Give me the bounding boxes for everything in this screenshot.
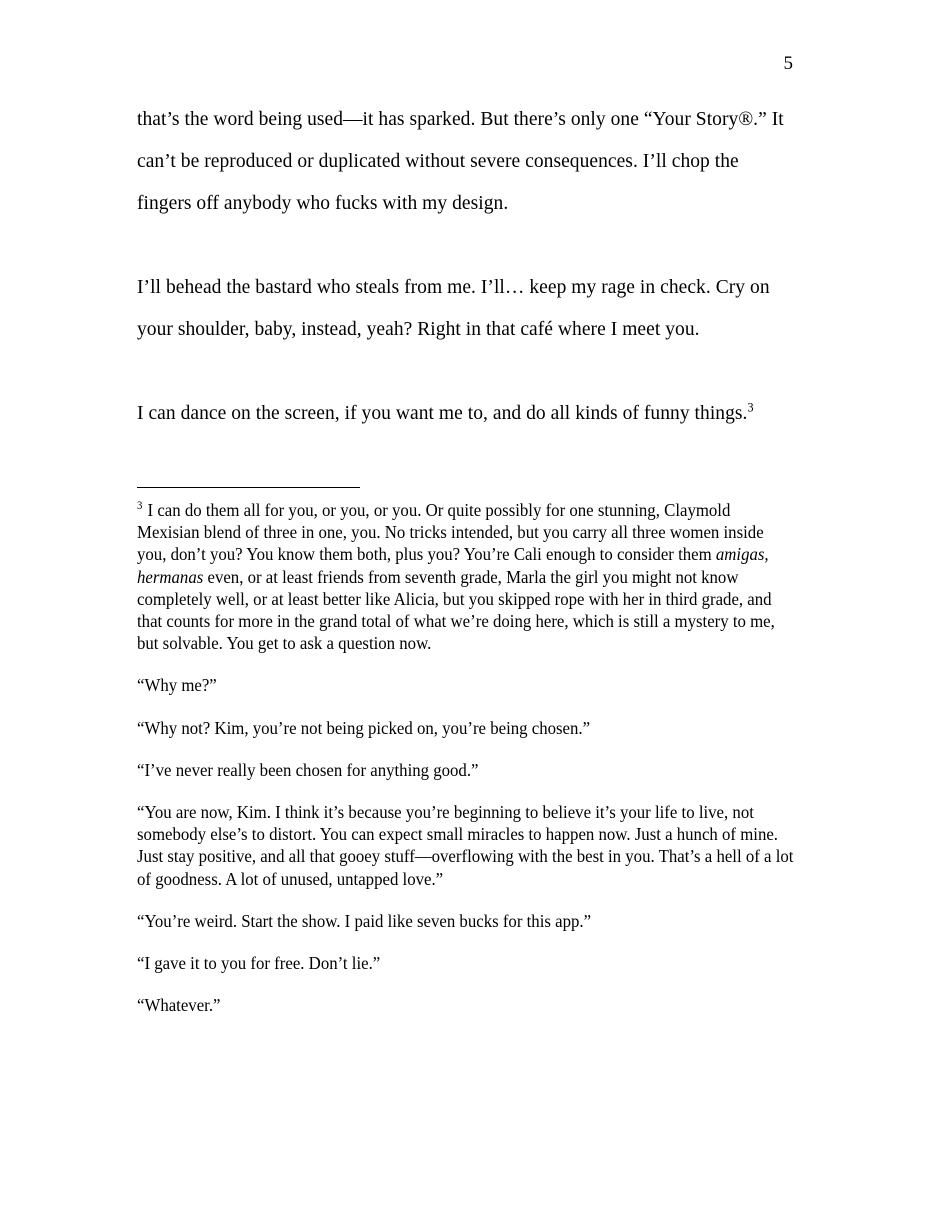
body-paragraph-with-footnote-ref <box>137 393 797 435</box>
footnote-reference-marker[interactable]: 3 <box>747 400 754 415</box>
footnote-dialogue-line: “Why me?” <box>137 675 217 696</box>
footnote-dialogue-line: “Whatever.” <box>137 995 221 1016</box>
body-paragraph: that’s the word being used—it has sparked. But there’s only one “Your Story®.” It can’t be reproduced or duplicated without severe consequences. I’ll chop the fingers off anybody who fucks with my design. <box>137 109 784 214</box>
body-paragraph: I’ll behead the bastard who steals from me. I’ll… keep my rage in check. Cry on your shoulder, baby, instead, yeah? Right in that café where I meet you. <box>137 277 770 340</box>
footnote-text-tail: even, or at least friends from seventh grade, Marla the girl you might not know completely well, or at least better like Alicia, but you skipped rope with her in third grade, and that counts for more in the grand total of what we’re doing here, which is still a mystery to me, but solvable. You get to ask a question now. <box>137 566 775 654</box>
footnote-text-lead: I can do them all for you, or you, or you. Or quite possibly for one stunning, Claymold Mexisian blend of three in one, you. No tricks intended, but you carry all three women inside you, don’t you? You know them both, plus you? You’re Cali enough to consider them <box>137 500 764 565</box>
footnote-block <box>137 499 795 1016</box>
footnote-dialogue-paragraph: “You are now, Kim. I think it’s because you’re beginning to believe it’s your life to live, not somebody else’s to distort. You can expect small miracles to happen now. Just a hunch of mine. Just stay positive, and all that gooey stuff—overflowing with the best in you. That’s a hell of a lot of goodness. A lot of unused, untapped love.” <box>137 802 794 889</box>
footnote-dialogue-line: “You’re weird. Start the show. I paid like seven bucks for this app.” <box>137 910 592 931</box>
footnote-main-paragraph <box>137 499 795 654</box>
footnote-dialogue-line: “Why not? Kim, you’re not being picked on, you’re being chosen.” <box>137 717 591 738</box>
footnote-dialogue-line: “I’ve never really been chosen for anything good.” <box>137 759 479 780</box>
body-text-block <box>137 99 797 435</box>
footnote-italic-phrase: amigas, hermanas <box>137 544 769 587</box>
footnote-marker: 3 <box>137 500 143 513</box>
body-paragraph-text: I can dance on the screen, if you want me to, and do all kinds of funny things. <box>137 403 748 424</box>
footnote-separator-rule <box>137 487 360 488</box>
footnote-dialogue-line: “I gave it to you for free. Don’t lie.” <box>137 953 381 974</box>
page-number: 5 <box>783 53 793 74</box>
